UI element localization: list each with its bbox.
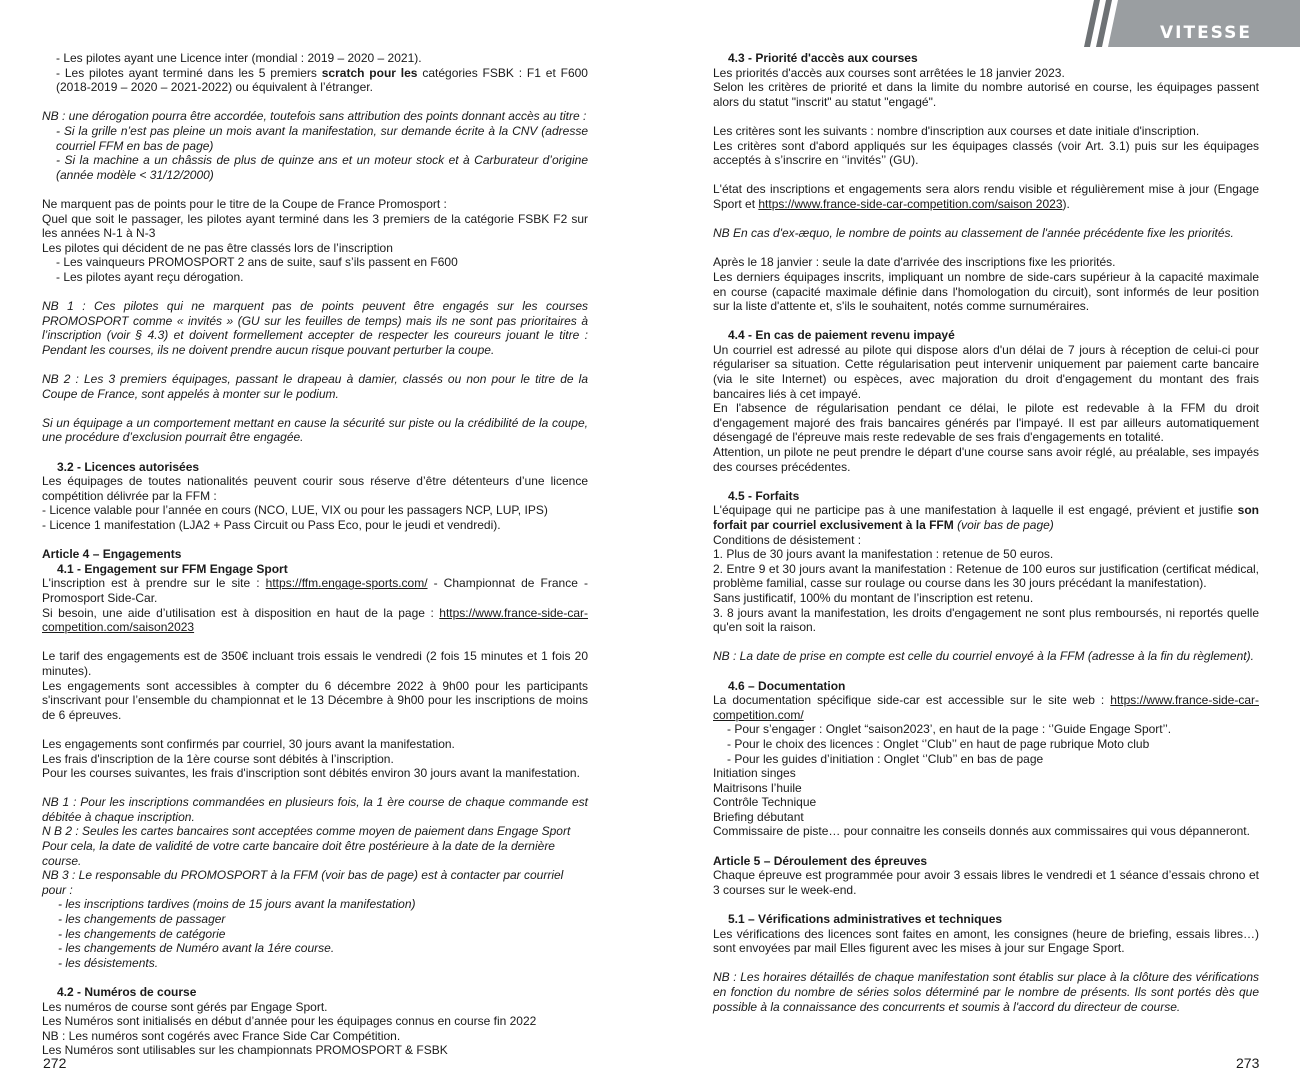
licence-inter-item: - Les pilotes ayant une Licence inter (mondial : 2019 – 2020 – 2021). [56,51,422,65]
registration-status-update: L'état des inscriptions et engagements sera alors rendu visible et régulièrement mise à jour (Engage Sport et https://www.france-side-car-competition.com/saison 2023). [713,182,1259,211]
next-races-fee: Pour les courses suivantes, les frais d'inscription sont débités environ 30 jours avant la manifestation. [42,766,580,781]
withdrawal-no-proof: Sans justificatif, 100% du montant de l’inscription est retenu. [713,590,1034,605]
waiting-list: Les derniers équipages inscrits, impliquant un nombre de side-cars supérieur à la capacité maximale en course (capacité maximale définie dans l'homologation du circuit), sont informés de leur position sur la liste d'attente et, s'ils le souhaitent, notés comme surnuméraires. [713,269,1259,314]
article-4-heading: Article 4 – Engagements [42,547,182,562]
section-4-3-heading: 4.3 - Priorité d'accès aux courses [728,51,918,65]
schedule-note: NB : Les horaires détaillés de chaque manifestation sont établis sur place à la clôture des vérifications en fonction du nombre de séries solos déterminé par le nombre de présents. Ils sont portés dès que possible à la connaissance des concurrents et soumis à l'accord du directeur de course. [713,970,1259,1014]
doc-item-engage: - Pour s’engager : Onglet “saison2023’, en haut de la page : ‘’Guide Engage Sport’’. [727,722,1172,737]
registration-site: L'inscription est à prendre sur le site : https://ffm.engage-sports.com/ - Championnat de France - Promosport Side-Car. [42,576,588,605]
no-points-f2: Quel que soit le passager, les pilotes ayant terminé dans les 3 premiers de la catégorie FSBK F2 sur les années N-1 à N-3 [42,211,588,241]
unpaid-1: Un courriel est adressé au pilote qui dispose alors d'un délai de 7 jours à réception de celui-ci pour régulariser sa situation. Cette régularisation peut intervenir uniquement par paiement carte bancaire (via le site Internet) ou espèces, avec majoration du droit d'engagement du montant des frais bancaires liés à cet impayé. [713,342,1259,401]
criteria-order: Les critères sont d'abord appliqués sur les équipages classés (voir Art. 3.1) puis sur les équipages acceptés à s’inscrire en ‘’invités’’ (GU). [713,138,1259,168]
licences-intro: Les équipages de toutes nationalités peuvent courir sous réserve d’être détenteurs d’une licence compétition délivrée par la FFM : [42,474,588,503]
fsbk-top5-item: - Les pilotes ayant terminé dans les 5 premiers scratch pour les catégories FSBK : F1 et F600 (2018-2019 – 2020 – 2021-2022) ou équivalent à l’étranger. [56,65,588,95]
note-cards-only: N B 2 : Seules les cartes bancaires sont acceptées comme moyen de paiement dans Engage Sport [42,824,571,839]
saison-2023-link[interactable]: https://www.france-side-car-competition.com/saison 2023 [758,196,1063,211]
first-race-fee: Les frais d'inscription de la 1ère course sont débités à l’inscription. [42,751,394,766]
doc-item-guides: - Pour les guides d’initiation : Onglet ‘’Club’’ en bas de page [727,751,1044,766]
guide-initiation: Initiation singes [713,766,796,781]
contact-item-late: - les inscriptions tardives (moins de 15 jours avant la manifestation) [58,897,416,912]
race-numbers-3: NB : Les numéros sont cogérés avec France Side Car Compétition. [42,1028,401,1043]
section-4-6-heading: 4.6 – Documentation [728,678,846,693]
after-january: Après le 18 janvier : seule la date d'arrivée des inscriptions fixe les priorités. [713,255,1116,270]
event-schedule: Chaque épreuve est programmée pour avoir 3 essais libres le vendredi et 1 séance d’essais chrono et 3 courses sur le week-end. [713,868,1259,897]
forfeit-note: NB : La date de prise en compte est celle du courriel envoyé à la FFM (adresse à la fin du règlement). [713,649,1254,664]
tie-note: NB En cas d'ex-æquo, le nombre de points au classement de l'année précédente fixe les priorités. [713,226,1234,241]
note-contact: NB 3 : Le responsable du PROMOSPORT à la FFM (voir bas de page) est à contacter par courriel pour : [42,868,564,897]
help-link-paragraph: Si besoin, une aide d’utilisation est à disposition en haut de la page : https://www.france-side-car-competition.com/saison2023 [42,605,588,635]
note-card-validity: Pour cela, la date de validité de votre carte bancaire doit être postérieure à la date de la dernière course. [42,839,555,868]
section-5-1-heading: 5.1 – Vérifications administratives et techniques [728,912,1003,927]
priority-date: Les priorités d'accès aux courses sont arrêtées le 18 janvier 2023. [713,65,1065,80]
derogation-condition-grid: - Si la grille n’est pas pleine un mois avant la manifestation, sur demande écrite à la CNV (adresse courriel FFM en bas de page) [56,123,588,153]
page-number-left: 272 [43,1055,67,1071]
section-4-5-heading: 4.5 - Forfaits [728,488,800,503]
section-4-2-heading: 4.2 - Numéros de course [57,985,197,999]
guide-briefing: Briefing débutant [713,809,804,824]
france-side-car-link[interactable]: https://www.france-side-car-competition.com/ [713,693,1259,722]
section-4-4-heading: 4.4 - En cas de paiement revenu impayé [728,328,955,343]
no-points-unranked: Les pilotes qui décident de ne pas être classés lors de l’inscription [42,240,393,255]
withdrawal-conditions: Conditions de désistement : [713,532,862,547]
unpaid-2: En l'absence de régularisation pendant ce délai, le pilote est redevable à la FFM du droit d'engagement majoré des frais bancaires générés par l'impayé. Il est par ailleurs automatiquement désengagé de l'épreuve mais reste redevable de ses frais d'engagements en totalité. [713,401,1259,445]
article-5-heading: Article 5 – Déroulement des épreuves [713,853,928,868]
no-points-derogation: - Les pilotes ayant reçu dérogation. [56,269,244,284]
section-3-2-heading: 3.2 - Licences autorisées [57,459,200,474]
verification-text: Les vérifications des licences sont faites en amont, les consignes (heure de briefing, essais libres…) sont envoyées par mail Elles figurent avec les mises à jour sur Engage Sport. [713,926,1259,956]
race-numbers-2: Les Numéros sont initialisés en début d’année pour les équipages connus en course fin 2022 [42,1014,537,1029]
registration-dates: Les engagements sont accessibles à compter du 6 décembre 2022 à 9h00 pour les participants s'inscrivant pour l’ensemble du championnat et le 13 Décembre à 9h00 pour les inscriptions de moins de 6 épreuves. [42,678,588,722]
licence-annual: - Licence valable pour l’année en cours (NCO, LUE, VIX ou pour les passagers NCP, LUP, IPS) [42,503,548,518]
guide-technical: Contrôle Technique [713,795,817,810]
section-4-1-heading: 4.1 - Engagement sur FFM Engage Sport [57,561,288,576]
contact-item-number: - les changements de Numéro avant la 1ére course. [58,941,335,956]
note-podium: NB 2 : Les 3 premiers équipages, passant le drapeau à damier, classés ou non pour le titre de la Coupe de France, sont appelés à monter sur le podium. [42,372,588,401]
licence-single-event: - Licence 1 manifestation (LJA2 + Pass Circuit ou Pass Eco, pour le jeudi et vendredi). [42,518,501,532]
banner-label: VITESSE [1159,23,1253,43]
derogation-note: NB : une dérogation pourra être accordée, toutefois sans attribution des points donnant accès au titre : [42,109,587,124]
criteria-list: Les critères sont les suivants : nombre d'inscription aux courses et date initiale d'inscription. [713,123,1200,138]
race-numbers-1: Les numéros de course sont gérés par Engage Sport. [42,999,328,1014]
fee-paragraph: Le tarif des engagements est de 350€ incluant trois essais le vendredi (2 fois 15 minutes et 1 fois 20 minutes). [42,649,588,678]
right-column [713,51,1259,1014]
no-points-heading: Ne marquent pas de points pour le titre de la Coupe de France Promosport : [42,196,447,211]
contact-item-withdrawal: - les désistements. [58,955,159,970]
withdrawal-rule-1: 1. Plus de 30 jours avant la manifestation : retenue de 50 euros. [713,547,1054,562]
no-points-winners: - Les vainqueurs PROMOSPORT 2 ans de suite, sauf s’ils passent en F600 [56,255,458,270]
saison2023-link[interactable]: https://www.france-side-car-competition.com/saison2023 [42,605,588,635]
left-column [42,51,588,1058]
contact-item-passenger: - les changements de passager [58,912,226,927]
documentation-intro: La documentation spécifique side-car est accessible sur le site web : https://www.france-side-car-competition.com/ [713,693,1259,722]
guide-oil: Maitrisons l’huile [713,780,802,795]
race-numbers-4: Les Numéros sont utilisables sur les championnats PROMOSPORT & FSBK [42,1043,448,1058]
guide-marshal: Commissaire de piste… pour connaitre les conseils donnés aux commissaires qui vous dépanneront. [713,824,1250,839]
confirmation-text: Les engagements sont confirmés par courriel, 30 jours avant la manifestation. [42,736,455,751]
priority-status: Selon les critères de priorité et dans la limite du nombre autorisé en course, les équipages passent alors du statut "inscrit" au statut "engagé". [713,80,1259,109]
engage-sports-link[interactable]: https://ffm.engage-sports.com/ [265,576,428,591]
derogation-condition-machine: - Si la machine a un châssis de plus de quinze ans et un moteur stock et à Carburateur d’origine (année modèle < 31/12/2000) [56,153,588,182]
unpaid-3: Attention, un pilote ne peut prendre le départ d'une course sans avoir réglé, au préalable, ses impayés des courses précédentes. [713,445,1259,474]
vitesse-banner [1070,0,1300,47]
contact-item-category: - les changements de catégorie [58,926,226,941]
note-guests: NB 1 : Ces pilotes qui ne marquent pas de points peuvent être engagés sur les courses PROMOSPORT comme « invités » (GU sur les feuilles de temps) mais ils ne sont pas prioritaires à l’inscription (voir § 4.3) et doivent formellement accepter de respecter les coureurs jouant le titre : Pendant les courses, ils ne doivent prendre aucun risque pouvant perturber la coupe. [42,299,588,357]
withdrawal-rule-3: 3. 8 jours avant la manifestation, les droits d'engagement ne sont plus remboursés, ni reportés quelle qu'en soit la raison. [713,605,1259,635]
doc-item-licences: - Pour le choix des licences : Onglet ‘’Club’’ en haut de page rubrique Moto club [727,736,1150,751]
note-exclusion: Si un équipage a un comportement mettant en cause la sécurité sur piste ou la crédibilité de la coupe, une procédure d’exclusion pourrait être engagée. [42,415,588,445]
note-multiple-orders: NB 1 : Pour les inscriptions commandées en plusieurs fois, la 1 ère course de chaque commande est débitée à chaque inscription. [42,795,588,824]
forfeit-intro: L'équipage qui ne participe pas à une manifestation à laquelle il est engagé, prévient et justifie son forfait par courriel exclusivement à la FFM (voir bas de page) [713,503,1259,532]
page-number-right: 273 [1236,1055,1260,1071]
withdrawal-rule-2: 2. Entre 9 et 30 jours avant la manifestation : Retenue de 100 euros sur justification (certificat médical, problème familial, casse sur roulage ou course dans les 30 jours précédant la manifestation). [713,561,1259,591]
